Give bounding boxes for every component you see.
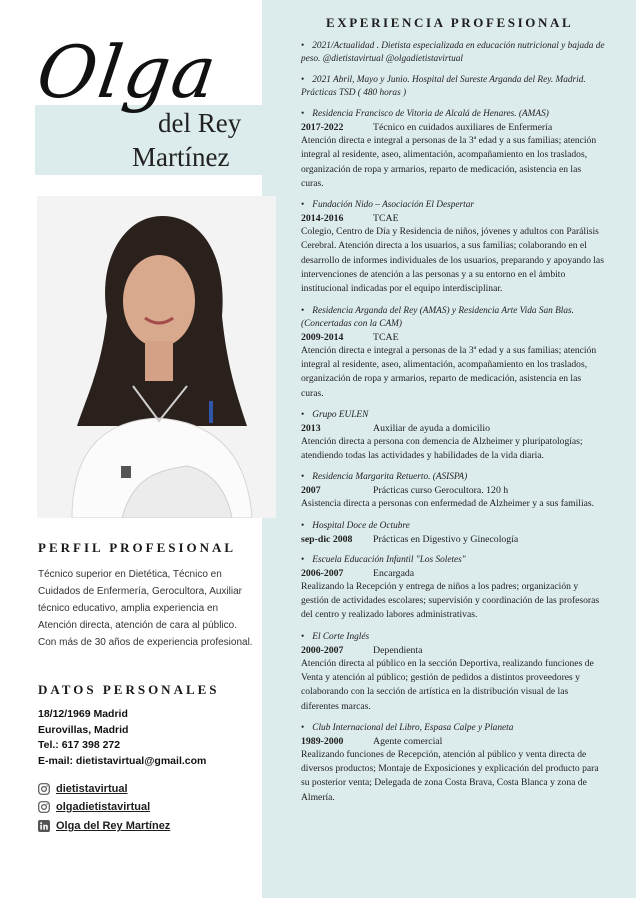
entry-row — [301, 121, 606, 134]
profile-title: PERFIL PROFESIONAL — [38, 540, 237, 555]
entry-period: 2017-2022 — [301, 122, 344, 133]
entry-heading: • 2021/Actualidad . Dietista especializada en educación nutricional y bajada de peso. @dietistavirtual @olgadietistavirtual — [301, 40, 606, 66]
social-label[interactable]: Olga del Rey Martínez — [56, 820, 171, 832]
personal-data-title: DATOS PERSONALES — [38, 682, 220, 697]
entry-heading: • Residencia Francisco de Vitoria de Alcalá de Henares. (AMAS) — [301, 108, 606, 121]
entry-role: Encargada — [373, 567, 415, 579]
experience-entry — [301, 722, 606, 805]
experience-entry — [301, 74, 606, 100]
birth-date: 18/12/1969 Madrid — [38, 708, 128, 720]
experience-entry — [301, 305, 606, 401]
entry-description: Atención directa al público en la sección Deportiva, realizando funciones de Venta y atención al público; gestión de pedidos a distintos proveedores y colaborando con la sección de artística en la distribución visual de las diferentes marcas. — [301, 657, 594, 712]
entry-heading: • El Corte Inglés — [301, 631, 606, 644]
entry-row — [301, 331, 606, 344]
social-link-instagram-2[interactable] — [38, 801, 150, 813]
entry-description: Atención directa e integral a personas de la 3ª edad y a sus familias; atención integral al residente, aseo, alimentación, acompañamiento en los traslados, organización de ropa y armarios, reparto de medicación, asistencia en las curas. — [301, 344, 597, 399]
experience-entry — [301, 199, 606, 296]
entry-period: 2013 — [301, 422, 321, 434]
social-label[interactable]: dietistavirtual — [56, 783, 128, 795]
entry-description: Realizando la Recepción y entrega de niños a los padres; organización y gestión de actividades escolares; supervisión y coordinación de las profesoras del centro y realizado labores administrativas. — [301, 580, 600, 621]
email: E-mail: dietistavirtual@gmail.com — [38, 754, 207, 767]
city: Eurovillas, Madrid — [38, 723, 129, 736]
entry-role: Técnico en cuidados auxiliares de Enfermería — [373, 122, 553, 133]
entry-role: TCAE — [373, 213, 399, 225]
entry-description: Realizando funciones de Recepción, atención al público y venta directa de diversos productos; Montaje de Exposiciones y explicación del producto para su posterior venta; Delegada de zona Costa Brava, Costa Blanca y zona de Almería. — [301, 748, 599, 803]
entry-row — [301, 567, 606, 580]
instagram-icon — [38, 783, 50, 795]
entry-period: 2009-2014 — [301, 331, 344, 343]
instagram-icon — [38, 801, 50, 813]
entry-heading: • Grupo EULEN — [301, 409, 606, 422]
linkedin-icon — [38, 820, 50, 832]
experience-entry — [301, 631, 606, 714]
entry-row — [301, 422, 606, 435]
experience-entry — [301, 409, 606, 464]
first-name: Olga — [32, 30, 223, 114]
phone: Tel.: 617 398 272 — [38, 739, 121, 751]
entry-heading: • 2021 Abril, Mayo y Junio. Hospital del Sureste Arganda del Rey. Madrid. Prácticas TSD ( 480 horas ) — [301, 74, 606, 100]
entry-heading: • Club Internacional del Libro, Espasa Calpe y Planeta — [301, 722, 606, 735]
social-link-linkedin[interactable] — [38, 820, 170, 832]
surname-line-2: Martínez — [132, 142, 230, 172]
experience-entry — [301, 520, 606, 546]
entry-row — [301, 644, 606, 657]
entry-row — [301, 533, 606, 546]
entry-period: 2006-2007 — [301, 567, 344, 579]
entry-role: TCAE — [373, 331, 399, 343]
experience-entry — [301, 40, 606, 66]
entry-description: Atención directa a persona con demencia de Alzheimer y pluripatologías; atendiendo todas las actividades y habilidades de la vida diaria. — [301, 435, 583, 462]
entry-role: Auxiliar de ayuda a domicilio — [373, 422, 490, 434]
profile-text: Técnico superior en Dietética, Técnico en Cuidados de Enfermería, Gerocultora, Auxiliar técnico educativo, amplia experiencia en Atención directa, atención de cara al público. Con más de 30 años de experiencia profesional. — [38, 569, 253, 648]
entry-description: Atención directa e integral a personas de la 3ª edad y a sus familias; atención integral al residente, aseo, alimentación, acompañamiento en los traslados, organización de ropa y armarios, reparto de medicación, asistencia en las curas. — [301, 135, 597, 189]
entry-row — [301, 484, 606, 497]
surname-line-1: del Rey — [158, 108, 242, 138]
personal-data — [38, 707, 206, 769]
entry-heading: • Escuela Educación Infantil "Los Soletes" — [301, 554, 606, 567]
entry-period: 2007 — [301, 485, 321, 497]
entry-heading: • Residencia Arganda del Rey (AMAS) y Residencia Arte Vida San Blas. (Concertadas con la CAM) — [301, 305, 606, 331]
experience-entry — [301, 108, 606, 191]
entry-heading: • Residencia Margarita Retuerto. (ASISPA) — [301, 471, 606, 484]
experience-title: EXPERIENCIA PROFESIONAL — [326, 15, 574, 30]
profile-photo — [37, 196, 276, 518]
experience-entry — [301, 554, 606, 623]
social-label[interactable]: olgadietistavirtual — [56, 801, 151, 813]
entry-period: 2014-2016 — [301, 213, 344, 225]
entry-description: Colegio, Centro de Día y Residencia de niños, jóvenes y adultos con Parálisis Cerebral. Atención directa a los usuarios, a sus familias; colaborando en el desarrollo de informes individuales de los usuarios, preparando y apoyando las intervenciones de atención a las personas y a su entorno en el ámbito institucional indicadas por el equipo interdisciplinar. — [301, 226, 604, 295]
experience-list — [301, 40, 606, 813]
entry-heading: • Hospital Doce de Octubre — [301, 520, 606, 533]
social-link-instagram-1[interactable] — [38, 783, 128, 795]
entry-row — [301, 735, 606, 748]
entry-period: 1989-2000 — [301, 735, 344, 747]
experience-entry — [301, 471, 606, 511]
entry-period: sep-dic 2008 — [301, 533, 353, 545]
entry-role: Prácticas en Digestivo y Ginecología — [373, 533, 519, 545]
entry-role: Prácticas curso Gerocultora. 120 h — [373, 485, 509, 497]
entry-period: 2000-2007 — [301, 644, 344, 656]
entry-role: Dependienta — [373, 644, 423, 656]
portrait-illustration — [37, 196, 276, 518]
entry-description: Asistencia directa a personas con enfermedad de Alzheimer y a sus familias. — [301, 498, 595, 510]
entry-role: Agente comercial — [373, 735, 443, 747]
entry-heading: • Fundación Nido – Asociación El Despertar — [301, 199, 606, 212]
entry-row — [301, 212, 606, 225]
